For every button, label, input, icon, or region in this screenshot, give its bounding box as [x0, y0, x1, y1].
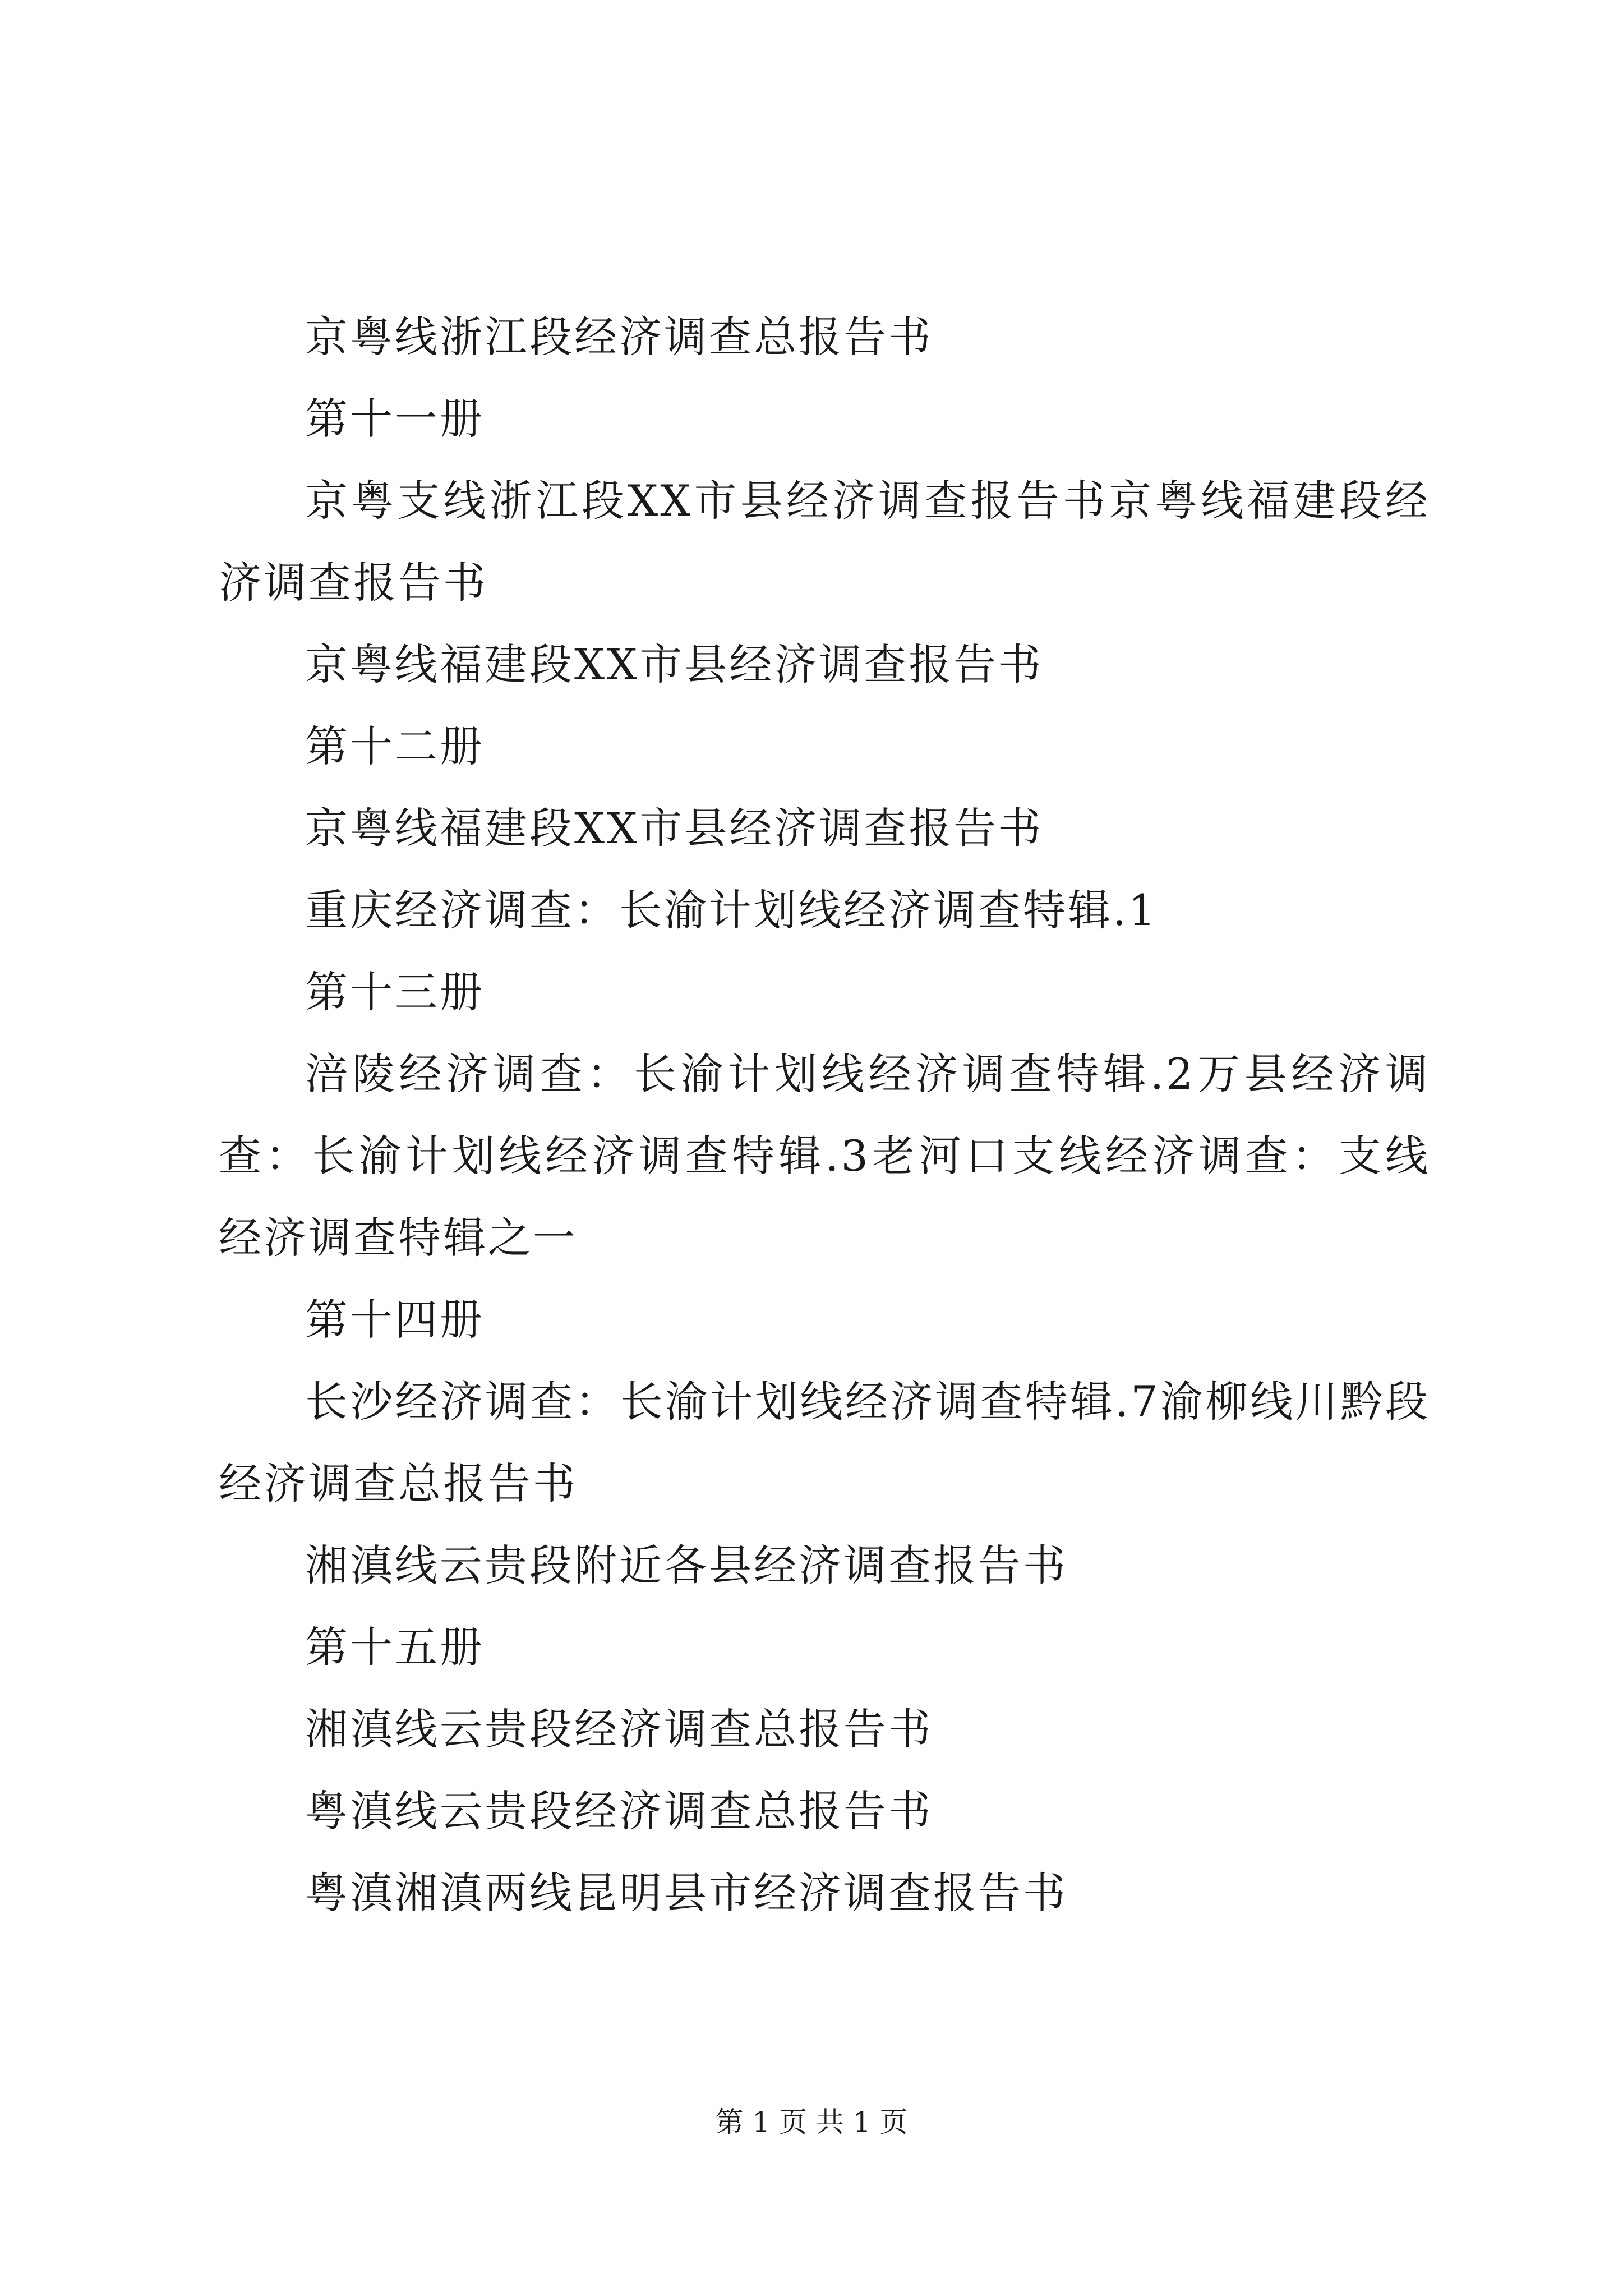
- paragraph: 湘滇线云贵段经济调查总报告书: [305, 1704, 933, 1754]
- paragraph: 长沙经济调查：长渝计划线经济调查特辑.7渝柳线川黔段经济调查总报告书: [219, 1377, 1430, 1508]
- paragraph: 京粤支线浙江段XX市县经济调查报告书京粤线福建段经济调查报告书: [219, 476, 1430, 608]
- paragraph: 第十五册: [305, 1622, 485, 1672]
- paragraph: 京粤线福建段XX市县经济调查报告书: [305, 639, 1044, 689]
- paragraph: 粤滇线云贵段经济调查总报告书: [305, 1786, 933, 1836]
- paragraph: 粤滇湘滇两线昆明县市经济调查报告书: [305, 1868, 1068, 1918]
- paragraph: 湘滇线云贵段附近各县经济调查报告书: [305, 1540, 1068, 1590]
- paragraph: 第十三册: [305, 967, 485, 1017]
- paragraph: 重庆经济调查：长渝计划线经济调查特辑.1: [305, 885, 1158, 935]
- paragraph: 涪陵经济调查：长渝计划线经济调查特辑.2万县经济调查：长渝计划线经济调查特辑.3老河口支线经济调查：支线经济调查特辑之一: [219, 1049, 1430, 1263]
- paragraph: 第十四册: [305, 1295, 485, 1345]
- paragraph: 第十一册: [305, 394, 485, 444]
- paragraph: 京粤线福建段XX市县经济调查报告书: [305, 803, 1044, 853]
- document-body: [219, 296, 1430, 1934]
- paragraph: 第十二册: [305, 721, 485, 771]
- paragraph: 京粤线浙江段经济调查总报告书: [305, 312, 933, 362]
- page-footer: 第 1 页 共 1 页: [715, 2106, 908, 2138]
